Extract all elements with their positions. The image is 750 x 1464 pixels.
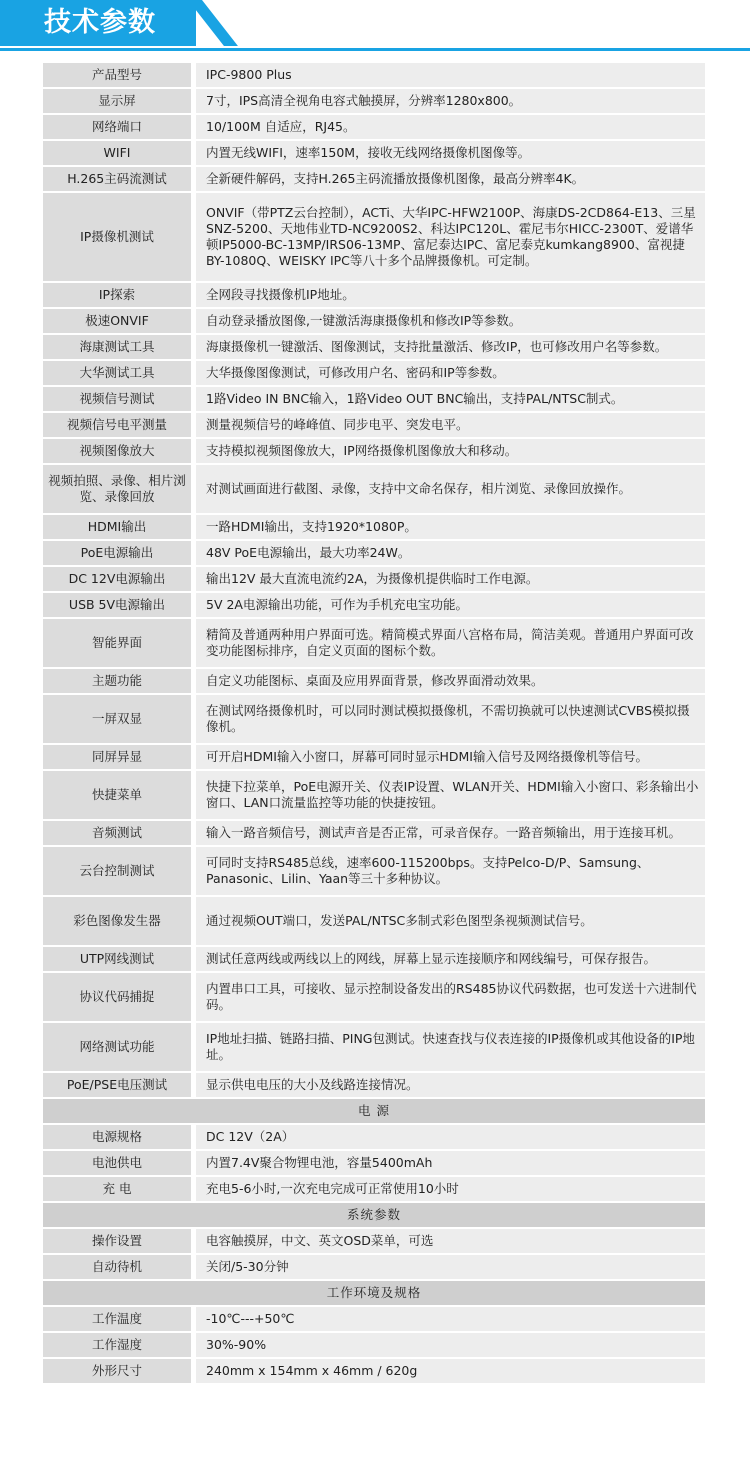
spec-value-usb5v-output: 5V 2A电源输出功能，可作为手机充电宝功能。 xyxy=(196,593,705,617)
spec-label-usb5v-output: USB 5V电源输出 xyxy=(43,593,196,617)
section-title-system: 系统参数 xyxy=(43,1203,705,1227)
spec-label-standby: 自动待机 xyxy=(43,1255,196,1279)
page-title: 技术参数 xyxy=(44,7,156,38)
spec-value-dahua-tool: 大华摄像图像测试，可修改用户名、密码和IP等参数。 xyxy=(196,361,705,385)
spec-value-dc12v-output: 输出12V 最大直流电流约2A，为摄像机提供临时工作电源。 xyxy=(196,567,705,591)
spec-value-smart-ui: 精简及普通两种用户界面可选。精简模式界面八宫格布局，简洁美观。普通用户界面可改变功能图标排序，自定义页面的图标个数。 xyxy=(196,619,705,667)
spec-value-video-level: 测量视频信号的峰峰值、同步电平、突发电平。 xyxy=(196,413,705,437)
header-rule xyxy=(0,48,750,51)
spec-value-temperature: -10℃---+50℃ xyxy=(196,1307,705,1331)
spec-value-hikvision-tool: 海康摄像机一键激活、图像测试，支持批量激活、修改IP，也可修改用户名等参数。 xyxy=(196,335,705,359)
spec-value-dimensions: 240mm x 154mm x 46mm / 620g xyxy=(196,1359,705,1383)
spec-table xyxy=(43,61,705,1385)
spec-value-split-display: 可开启HDMI输入小窗口，屏幕可同时显示HDMI输入信号及网络摄像机等信号。 xyxy=(196,745,705,769)
spec-label-charging: 充 电 xyxy=(43,1177,196,1201)
spec-value-network-port: 10/100M 自适应，RJ45。 xyxy=(196,115,705,139)
spec-label-ip-discovery: IP探索 xyxy=(43,283,196,307)
spec-label-h265: H.265主码流测试 xyxy=(43,167,196,191)
spec-value-video-capture: 对测试画面进行截图、录像，支持中文命名保存，相片浏览、录像回放操作。 xyxy=(196,465,705,513)
section-header xyxy=(0,0,750,56)
spec-label-color-generator: 彩色图像发生器 xyxy=(43,897,196,945)
spec-value-theme: 自定义功能图标、桌面及应用界面背景，修改界面滑动效果。 xyxy=(196,669,705,693)
spec-label-fast-onvif: 极速ONVIF xyxy=(43,309,196,333)
spec-value-wifi: 内置无线WIFI，速率150M，接收无线网络摄像机图像等。 xyxy=(196,141,705,165)
spec-value-video-zoom: 支持模拟视频图像放大，IP网络摄像机图像放大和移动。 xyxy=(196,439,705,463)
spec-label-humidity: 工作湿度 xyxy=(43,1333,196,1357)
spec-value-network-test: IP地址扫描、链路扫描、PING包测试。快速查找与仪表连接的IP摄像机或其他设备的IP地址。 xyxy=(196,1023,705,1071)
spec-label-operation: 操作设置 xyxy=(43,1229,196,1253)
spec-value-charging: 充电5-6小时,一次充电完成可正常使用10小时 xyxy=(196,1177,705,1201)
spec-value-operation: 电容触摸屏，中文、英文OSD菜单，可选 xyxy=(196,1229,705,1253)
spec-label-audio-test: 音频测试 xyxy=(43,821,196,845)
spec-value-utp-test: 测试任意两线或两线以上的网线，屏幕上显示连接顺序和网线编号，可保存报告。 xyxy=(196,947,705,971)
spec-value-battery: 内置7.4V聚合物锂电池，容量5400mAh xyxy=(196,1151,705,1175)
spec-label-battery: 电池供电 xyxy=(43,1151,196,1175)
section-title-environment: 工作环境及规格 xyxy=(43,1281,705,1305)
spec-label-theme: 主题功能 xyxy=(43,669,196,693)
spec-label-hikvision-tool: 海康测试工具 xyxy=(43,335,196,359)
spec-label-dahua-tool: 大华测试工具 xyxy=(43,361,196,385)
spec-label-split-display: 同屏异显 xyxy=(43,745,196,769)
spec-label-power-spec: 电源规格 xyxy=(43,1125,196,1149)
spec-value-ip-discovery: 全网段寻找摄像机IP地址。 xyxy=(196,283,705,307)
spec-value-ptz-test: 可同时支持RS485总线，速率600-115200bps。支持Pelco-D/P、Samsung、Panasonic、Lilin、Yaan等三十多种协议。 xyxy=(196,847,705,895)
spec-value-video-signal: 1路Video IN BNC输入，1路Video OUT BNC输出，支持PAL/NTSC制式。 xyxy=(196,387,705,411)
spec-label-quick-menu: 快捷菜单 xyxy=(43,771,196,819)
spec-value-ip-camera: ONVIF（带PTZ云台控制），ACTi、大华IPC-HFW2100P、海康DS-2CD864-E13、三星SNZ-5200、天地伟业TD-NC9200S2、科达IPC120L、霍尼韦尔HICC-2300T、爱谱华顿IP5000-BC-13MP/IRS06-13MP、富尼泰达IPC、富尼泰克kumkang8900、富视捷BY-1080Q、WEISKY IPC等八十多个品牌摄像机。可定制。 xyxy=(196,193,705,281)
spec-label-hdmi-output: HDMI输出 xyxy=(43,515,196,539)
spec-label-smart-ui: 智能界面 xyxy=(43,619,196,667)
spec-value-display: 7寸，IPS高清全视角电容式触摸屏，分辨率1280x800。 xyxy=(196,89,705,113)
spec-label-video-zoom: 视频图像放大 xyxy=(43,439,196,463)
spec-label-poe-output: PoE电源输出 xyxy=(43,541,196,565)
spec-label-poe-pse-test: PoE/PSE电压测试 xyxy=(43,1073,196,1097)
spec-value-h265: 全新硬件解码，支持H.265主码流播放摄像机图像，最高分辨率4K。 xyxy=(196,167,705,191)
spec-label-temperature: 工作温度 xyxy=(43,1307,196,1331)
spec-value-quick-menu: 快捷下拉菜单，PoE电源开关、仪表IP设置、WLAN开关、HDMI输入小窗口、彩条输出小窗口、LAN口流量监控等功能的快捷按钮。 xyxy=(196,771,705,819)
spec-label-ip-camera: IP摄像机测试 xyxy=(43,193,196,281)
spec-label-network-test: 网络测试功能 xyxy=(43,1023,196,1071)
spec-label-display: 显示屏 xyxy=(43,89,196,113)
spec-label-ptz-test: 云台控制测试 xyxy=(43,847,196,895)
spec-value-standby: 关闭/5-30分钟 xyxy=(196,1255,705,1279)
spec-value-audio-test: 输入一路音频信号，测试声音是否正常，可录音保存。一路音频输出，用于连接耳机。 xyxy=(196,821,705,845)
spec-value-power-spec: DC 12V（2A） xyxy=(196,1125,705,1149)
spec-value-color-generator: 通过视频OUT端口，发送PAL/NTSC多制式彩色图型条视频测试信号。 xyxy=(196,897,705,945)
spec-value-model: IPC-9800 Plus xyxy=(196,63,705,87)
spec-label-video-level: 视频信号电平测量 xyxy=(43,413,196,437)
spec-label-dimensions: 外形尺寸 xyxy=(43,1359,196,1383)
spec-value-poe-output: 48V PoE电源输出，最大功率24W。 xyxy=(196,541,705,565)
spec-label-wifi: WIFI xyxy=(43,141,196,165)
section-title-power: 电 源 xyxy=(43,1099,705,1123)
spec-value-fast-onvif: 自动登录播放图像,一键激活海康摄像机和修改IP等参数。 xyxy=(196,309,705,333)
spec-label-network-port: 网络端口 xyxy=(43,115,196,139)
spec-value-dual-display: 在测试网络摄像机时，可以同时测试模拟摄像机，不需切换就可以快速测试CVBS模拟摄像机。 xyxy=(196,695,705,743)
spec-value-poe-pse-test: 显示供电电压的大小及线路连接情况。 xyxy=(196,1073,705,1097)
spec-label-model: 产品型号 xyxy=(43,63,196,87)
spec-value-humidity: 30%-90% xyxy=(196,1333,705,1357)
spec-label-dc12v-output: DC 12V电源输出 xyxy=(43,567,196,591)
spec-label-dual-display: 一屏双显 xyxy=(43,695,196,743)
spec-label-protocol-capture: 协议代码捕捉 xyxy=(43,973,196,1021)
spec-value-hdmi-output: 一路HDMI输出，支持1920*1080P。 xyxy=(196,515,705,539)
spec-label-video-signal: 视频信号测试 xyxy=(43,387,196,411)
spec-label-video-capture: 视频拍照、录像、相片浏览、录像回放 xyxy=(43,465,196,513)
spec-label-utp-test: UTP网线测试 xyxy=(43,947,196,971)
spec-value-protocol-capture: 内置串口工具，可接收、显示控制设备发出的RS485协议代码数据，也可发送十六进制代码。 xyxy=(196,973,705,1021)
